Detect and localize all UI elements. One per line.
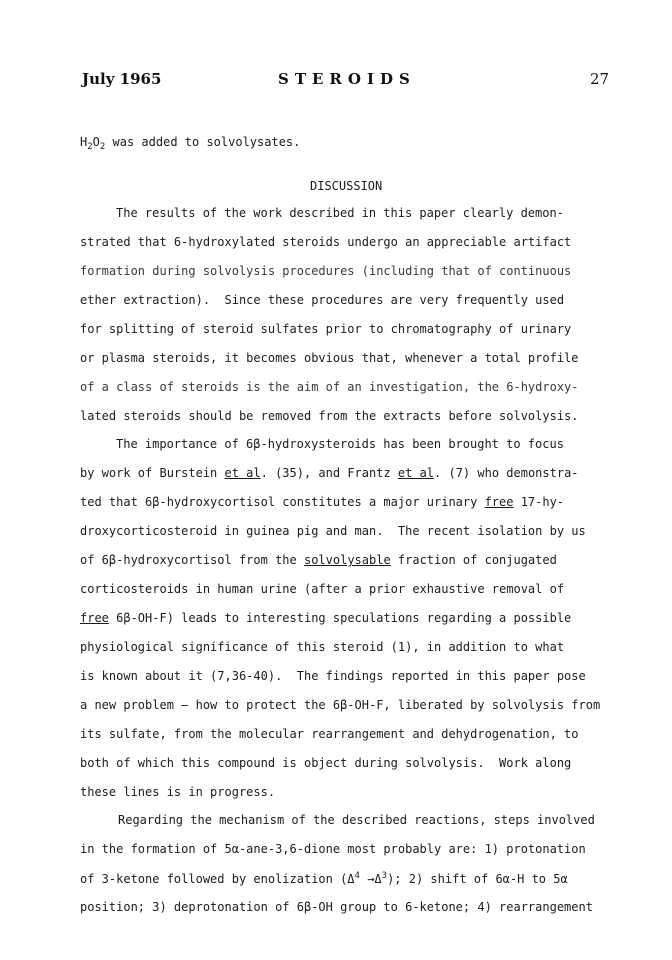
text-run: of 6β-hydroxycortisol from the — [80, 553, 304, 567]
underlined-text: free — [484, 495, 514, 509]
body-line: corticosteroids in human urine (after a prior exhaustive removal of — [80, 582, 565, 596]
body-line: its sulfate, from the molecular rearrangement and dehydrogenation, to — [80, 727, 579, 741]
section-heading: DISCUSSION — [310, 179, 383, 193]
body-line: lated steroids should be removed from the extracts before solvolysis. — [80, 409, 579, 423]
body-line: formation during solvolysis procedures (including that of continuous — [80, 264, 572, 278]
body-line: Regarding the mechanism of the described reactions, steps involved — [118, 813, 595, 827]
underlined-text: et al — [224, 466, 261, 480]
formula-h: H — [80, 135, 88, 149]
body-line — [80, 612, 571, 624]
body-line — [80, 467, 579, 479]
page-number: 27 — [590, 70, 610, 88]
body-line — [80, 554, 557, 566]
formula-o: O — [92, 135, 100, 149]
underlined-text: et al — [397, 466, 435, 480]
body-line: these lines is in progress. — [80, 785, 276, 799]
body-line: strated that 6-hydroxylated steroids undergo an appreciable artifact — [80, 235, 572, 249]
text-run: fraction of conjugated — [390, 553, 557, 567]
intro-text: was added to solvolysates. — [105, 135, 301, 149]
intro-line — [80, 136, 300, 152]
underlined-text: solvolysable — [303, 553, 391, 567]
body-line: ether extraction). Since these procedures are very frequently used — [80, 293, 565, 307]
body-line: is known about it (7,36-40). The findings reported in this paper pose — [80, 669, 586, 683]
formula-subscript: 2 — [87, 142, 93, 152]
body-line: of a class of steroids is the aim of an investigation, the 6-hydroxy- — [80, 380, 579, 394]
text-run: ted that 6β-hydroxycortisol constitutes a major urinary — [80, 495, 485, 509]
body-line: for splitting of steroid sulfates prior to chromatography of urinary — [80, 322, 572, 336]
running-header-date: July 1965 — [82, 70, 162, 88]
text-run: . (7) who demonstra- — [434, 466, 579, 480]
text-run: 17-hy- — [513, 495, 565, 509]
body-line: both of which this compound is object during solvolysis. Work along — [80, 756, 572, 770]
body-line: a new problem — how to protect the 6β-OH-F, liberated by solvolysis from — [80, 698, 601, 712]
body-line: position; 3) deprotonation of 6β-OH group to 6-ketone; 4) rearrangement — [80, 900, 593, 914]
body-line — [80, 872, 568, 885]
body-line: droxycorticosteroid in guinea pig and man. The recent isolation by us — [80, 524, 586, 538]
text-run: . (35), and Frantz — [260, 466, 398, 480]
body-line — [80, 496, 564, 508]
text-run: →Δ — [359, 872, 382, 886]
text-run: ); 2) shift of 6α-H to 5α — [387, 872, 568, 886]
body-line: The results of the work described in this paper clearly demon- — [116, 206, 564, 220]
formula-subscript: 2 — [99, 142, 106, 152]
body-line: physiological significance of this steroid (1), in addition to what — [80, 640, 565, 654]
superscript: 4 — [354, 871, 360, 881]
body-line: The importance of 6β-hydroxysteroids has been brought to focus — [116, 437, 564, 451]
running-header-journal: STEROIDS — [278, 70, 416, 88]
body-line: or plasma steroids, it becomes obvious that, whenever a total profile — [80, 351, 579, 365]
body-line: in the formation of 5α-ane-3,6-dione most probably are: 1) protonation — [80, 842, 586, 856]
text-run: by work of Burstein — [80, 466, 225, 480]
superscript: 3 — [381, 871, 388, 881]
text-run: 6β-OH-F) leads to interesting speculations regarding a possible — [108, 611, 572, 625]
text-run: of 3-ketone followed by enolization (Δ — [80, 872, 355, 886]
underlined-text: free — [80, 611, 109, 625]
